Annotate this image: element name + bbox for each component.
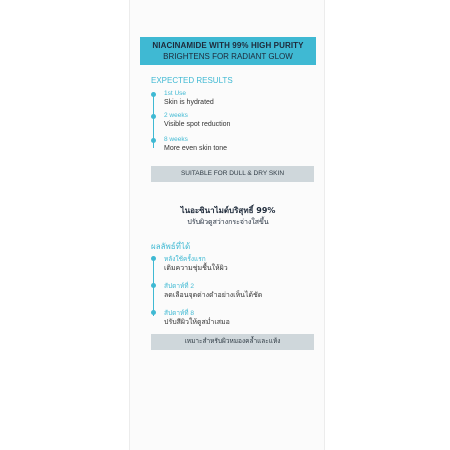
timeline-description: More even skin tone [164, 145, 228, 152]
timeline-dot [151, 138, 156, 143]
thai-headline-line1: ไนอะซินาไมด์บริสุทธิ์ 99% [180, 206, 276, 215]
timeline-description: Skin is hydrated [164, 99, 214, 106]
thai-headline [140, 205, 316, 228]
timeline-dot [151, 283, 156, 288]
timeline-step-label: หลังใช้ครั้งแรก [164, 256, 206, 263]
results-timeline-en [151, 90, 311, 160]
timeline-description: ปรับสีผิวให้ดูสม่ำเสมอ [164, 319, 230, 326]
thai-headline-line2: ปรับผิวดูสว่างกระจ่างใสขึ้น [187, 218, 269, 226]
timeline-step-label: 1st Use [164, 90, 187, 97]
timeline-dot [151, 256, 156, 261]
timeline-step-label: สัปดาห์ที่ 2 [164, 283, 194, 290]
timeline-description: ลดเลือนจุดด่างดำอย่างเห็นได้ชัด [164, 292, 263, 299]
timeline-description: Visible spot reduction [164, 121, 231, 128]
timeline-dot [151, 114, 156, 119]
banner-headline: NIACINAMIDE WITH 99% HIGH PURITY [152, 41, 304, 50]
suitable-for-bar-en: SUITABLE FOR DULL & DRY SKIN [151, 166, 314, 182]
thai-results-title: ผลลัพธ์ที่ได้ [151, 242, 191, 251]
timeline-description: เติมความชุ่มชื้นให้ผิว [164, 265, 228, 272]
headline-banner [140, 37, 316, 65]
banner-subheadline: BRIGHTENS FOR RADIANT GLOW [163, 52, 293, 61]
product-box-side-panel [129, 0, 325, 450]
timeline-step-label: สัปดาห์ที่ 8 [164, 310, 194, 317]
expected-results-title: EXPECTED RESULTS [151, 76, 233, 85]
results-timeline-th [151, 254, 311, 334]
timeline-step-label: 2 weeks [164, 112, 188, 119]
timeline-dot [151, 310, 156, 315]
suitable-for-bar-th: เหมาะสำหรับผิวหมองคล้ำและแห้ง [151, 334, 314, 350]
timeline-dot [151, 92, 156, 97]
timeline-step-label: 8 weeks [164, 136, 188, 143]
